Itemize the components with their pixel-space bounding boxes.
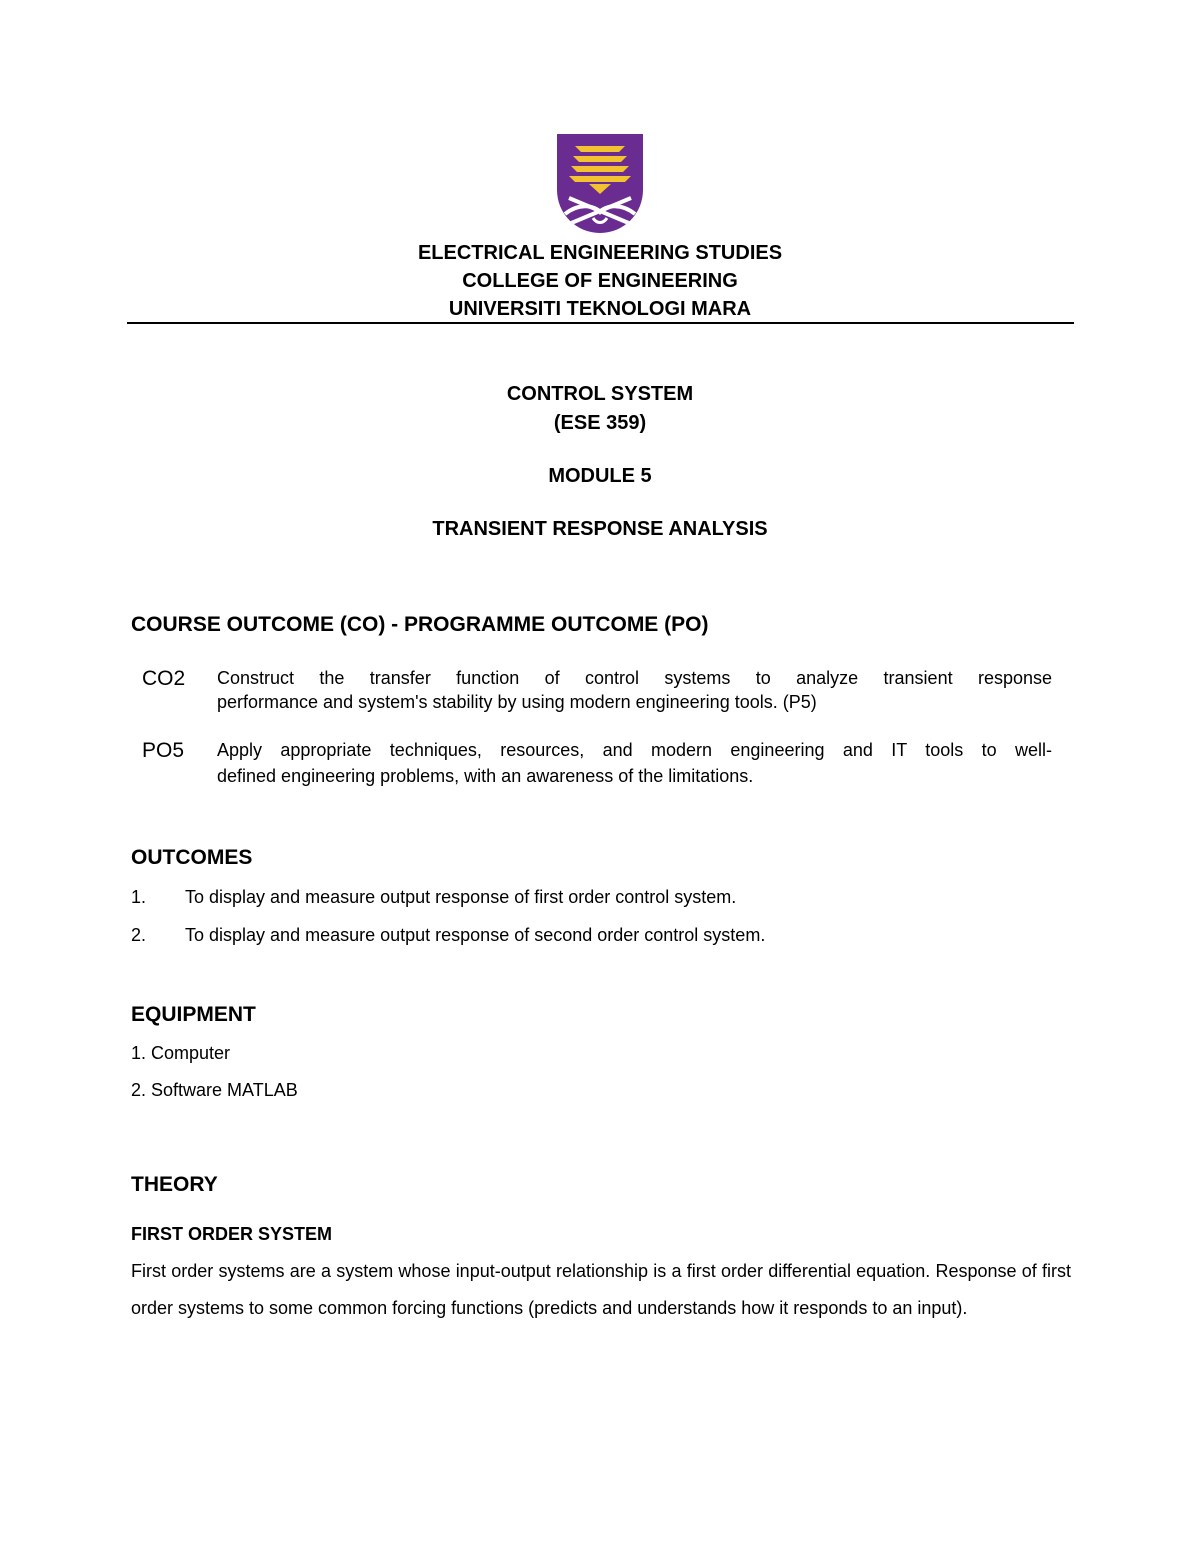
co2-description-line2: performance and system's stability by using modern engineering tools. (P5) [217,692,817,712]
equipment-item-1: 1. Computer [131,1043,231,1063]
po5-code: PO5 [142,739,185,762]
outcome-item-1: To display and measure output response of first order control system. [185,887,737,907]
co2-description-line1: Construct the transfer function of control systems to analyze transient response [217,668,1052,688]
equipment-item-2: 2. Software MATLAB [131,1080,298,1100]
equipment-heading: EQUIPMENT [131,1003,256,1026]
co-po-heading: COURSE OUTCOME (CO) - PROGRAMME OUTCOME (PO) [131,613,709,636]
outcome-number-2: 2. [131,925,147,945]
university-name: UNIVERSITI TEKNOLOGI MARA [448,298,752,320]
college-name: COLLEGE OF ENGINEERING [462,270,738,292]
header-divider [127,322,1074,324]
theory-heading: THEORY [131,1173,218,1196]
outcomes-heading: OUTCOMES [131,846,253,869]
university-logo-icon [555,132,645,240]
course-title: CONTROL SYSTEM [506,383,694,405]
department-name: ELECTRICAL ENGINEERING STUDIES [417,242,783,264]
po5-description-line2: defined engineering problems, with an awareness of the limitations. [217,766,754,786]
po5-description-line1: Apply appropriate techniques, resources, and modern engineering and IT tools to well- [217,740,1052,760]
outcome-item-2: To display and measure output response of second order control system. [185,925,766,945]
co2-code: CO2 [142,667,186,690]
outcome-number-1: 1. [131,887,147,907]
module-number: MODULE 5 [548,465,652,487]
module-topic: TRANSIENT RESPONSE ANALYSIS [432,518,768,540]
first-order-system-heading: FIRST ORDER SYSTEM [131,1224,333,1244]
first-order-system-paragraph: First order systems are a system whose input-output relationship is a first order differential equation. Response of first order systems to some common forcing functions (predicts and understands how it responds to an input). [131,1261,1071,1318]
course-code: (ESE 359) [553,412,647,434]
